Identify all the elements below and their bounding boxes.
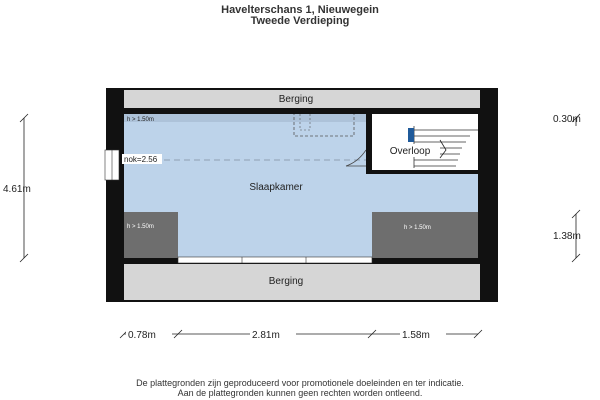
storage-bottom-label: Berging xyxy=(268,276,304,287)
landing-wall xyxy=(366,114,372,174)
window-bottom xyxy=(178,257,372,263)
dimension-depth-label: 4.61m xyxy=(3,184,31,195)
dimension-width-left-label: 0.78m xyxy=(128,330,156,341)
storage-top-label: Berging xyxy=(278,94,314,105)
inner-wall-top xyxy=(124,108,480,114)
stair-handrail xyxy=(408,128,414,142)
disclaimer-line-1: De plattegronden zijn geproduceerd voor promotionele doeleinden en ter indicatie. xyxy=(136,378,464,388)
dimension-bottom-right-label: 1.38m xyxy=(553,231,581,242)
landing-label: Overloop xyxy=(389,146,431,157)
dimension-top-right-label: 0.30m xyxy=(553,114,581,125)
low-zone-right xyxy=(372,212,478,258)
floor-title: Tweede Verdieping xyxy=(250,15,350,27)
ridge-label: nok=2.56 xyxy=(124,155,158,164)
bedroom-label: Slaapkamer xyxy=(249,182,303,193)
disclaimer-line-2: Aan de plattegronden kunnen geen rechten worden ontleend. xyxy=(177,388,423,398)
height-note-bottom-left: h > 1.50m xyxy=(127,224,154,230)
landing-wall-bottom xyxy=(366,170,478,174)
address-title: Havelterschans 1, Nieuwegein xyxy=(221,4,379,16)
height-note-top-left: h > 1.50m xyxy=(127,117,154,123)
dimension-width-right-label: 1.58m xyxy=(402,330,430,341)
low-zone-left xyxy=(124,212,178,258)
dimension-width-middle-label: 2.81m xyxy=(252,330,280,341)
height-note-bottom-right: h > 1.50m xyxy=(404,225,431,231)
